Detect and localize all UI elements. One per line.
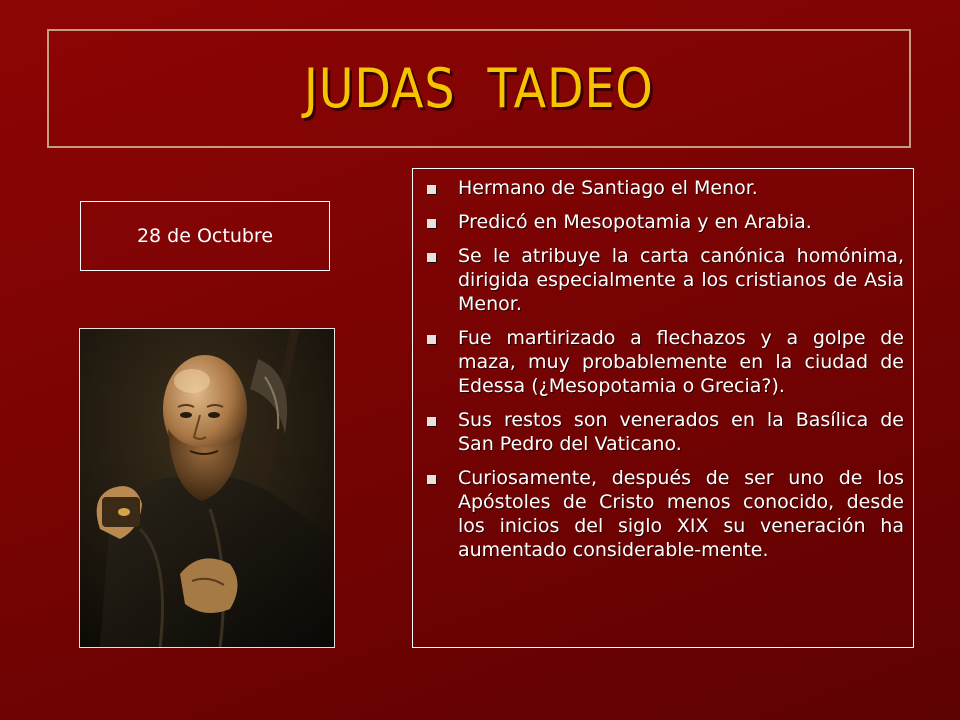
bullet-item: Fue martirizado a flechazos y a golpe de maza, muy probablemente en la ciudad de Edessa (¿Mesopotamia o Grecia?). bbox=[425, 326, 904, 398]
square-bullet-icon bbox=[427, 253, 436, 262]
bullet-item: Predicó en Mesopotamia y en Arabia. bbox=[425, 210, 904, 234]
bullet-item: Hermano de Santiago el Menor. bbox=[425, 176, 904, 200]
bullet-item: Sus restos son venerados en la Basílica de San Pedro del Vaticano. bbox=[425, 408, 904, 456]
slide-title: JUDAS TADEO bbox=[304, 57, 654, 120]
square-bullet-icon bbox=[427, 219, 436, 228]
square-bullet-icon bbox=[427, 475, 436, 484]
square-bullet-icon bbox=[427, 185, 436, 194]
bullet-text-box bbox=[412, 168, 914, 648]
title-frame bbox=[47, 29, 911, 148]
portrait-image bbox=[79, 328, 335, 648]
bullet-item: Curiosamente, después de ser uno de los Apóstoles de Cristo menos conocido, desde los inicios del siglo XIX su veneración ha aumentado considerable-mente. bbox=[425, 466, 904, 562]
bullet-list bbox=[425, 176, 904, 562]
square-bullet-icon bbox=[427, 417, 436, 426]
portrait-painting-icon bbox=[80, 329, 334, 647]
bullet-item: Se le atribuye la carta canónica homónima, dirigida especialmente a los cristianos de Asia Menor. bbox=[425, 244, 904, 316]
feast-date: 28 de Octubre bbox=[136, 225, 274, 247]
square-bullet-icon bbox=[427, 335, 436, 344]
date-box bbox=[80, 201, 330, 271]
